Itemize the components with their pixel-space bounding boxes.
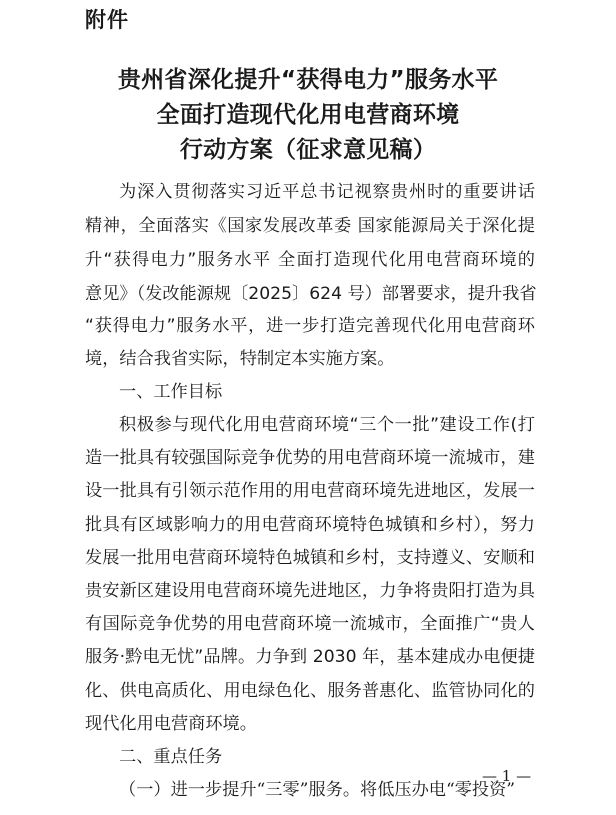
intro-paragraph-line: 意见》（发改能源规〔2025〕624 号）部署要求，提升我省	[85, 284, 537, 304]
intro-paragraph-line: 升“获得电力”服务水平 全面打造现代化用电营商环境的	[85, 250, 535, 270]
section1-paragraph-line: 设一批具有引领示范作用的用电营商环境先进地区，发展一	[85, 481, 535, 501]
intro-paragraph-line: 境，结合我省实际，特制定本实施方案。	[85, 349, 395, 369]
page-number: — 1 —	[482, 767, 532, 785]
section1-paragraph-line: 积极参与现代化用电营商环境“三个一批”建设工作(打	[119, 415, 535, 435]
section-heading-tasks: 二、重点任务	[119, 747, 223, 767]
section1-paragraph-line: 贵安新区建设用电营商环境先进地区，力争将贵阳打造为具	[85, 581, 535, 601]
intro-paragraph-line: 精神，全面落实《国家发展改革委 国家能源局关于深化提	[85, 216, 535, 236]
section-heading-goals: 一、工作目标	[119, 382, 223, 402]
section1-paragraph-line: 造一批具有较强国际竞争优势的用电营商环境一流城市，建	[85, 448, 535, 468]
section1-paragraph-line: 有国际竞争优势的用电营商环境一流城市，全面推广“贵人	[85, 614, 535, 634]
intro-paragraph-line: “获得电力”服务水平，进一步打造完善现代化用电营商环	[85, 316, 535, 336]
section1-paragraph-line: 发展一批用电营商环境特色城镇和乡村，支持遵义、安顺和	[85, 548, 535, 568]
section1-paragraph-line: 化、供电高质化、用电绿色化、服务普惠化、监管协同化的	[85, 681, 535, 701]
section1-paragraph-line: 服务·黔电无忧”品牌。力争到 2030 年，基本建成办电便捷	[85, 647, 535, 667]
intro-paragraph-line: 为深入贯彻落实习近平总书记视察贵州时的重要讲话	[119, 182, 535, 202]
task1-paragraph-line: （一）进一步提升“三零”服务。将低压办电“零投资”	[119, 780, 516, 800]
attachment-label: 附件	[85, 8, 129, 32]
section1-paragraph-line: 批具有区域影响力的用电营商环境特色城镇和乡村），努力	[85, 515, 535, 535]
section1-paragraph-line: 现代化用电营商环境。	[85, 714, 257, 734]
document-title-line-3: 行动方案（征求意见稿）	[179, 137, 437, 163]
document-title-line-1: 贵州省深化提升“获得电力”服务水平	[117, 67, 499, 93]
document-title-line-2: 全面打造现代化用电营商环境	[156, 102, 460, 128]
